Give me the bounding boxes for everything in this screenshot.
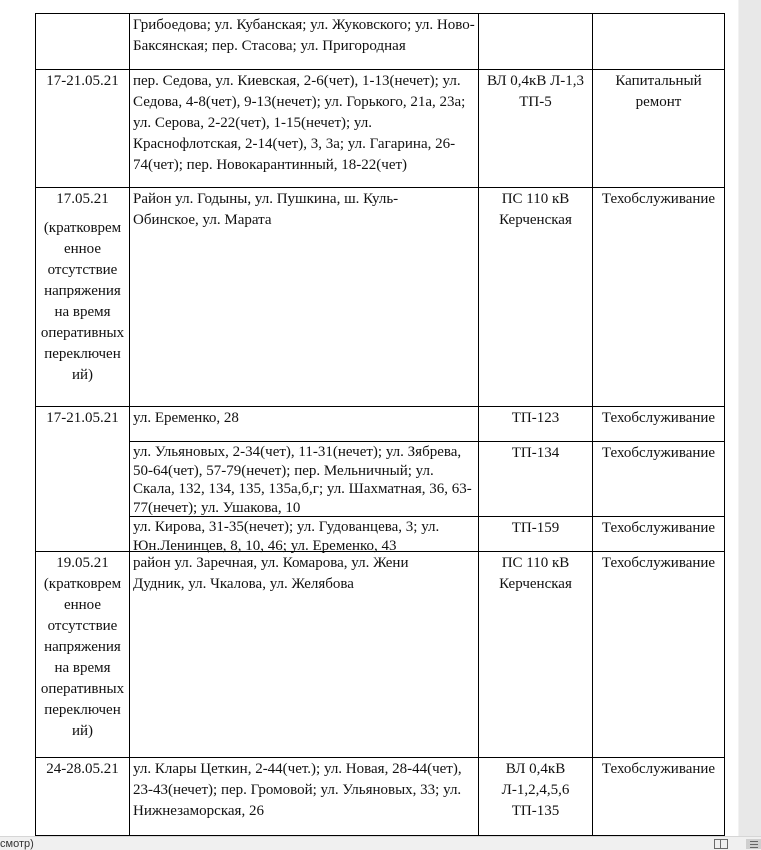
table-row-work: Капитальный ремонт bbox=[615, 73, 702, 110]
read-mode-icon[interactable] bbox=[714, 839, 728, 849]
table-row-date: 17-21.05.21 bbox=[46, 410, 119, 426]
table-row-address: Район ул. Годыны, ул. Пушкина, ш. Куль-Обинское, ул. Марата bbox=[133, 191, 399, 228]
table-row-address: Грибоедова; ул. Кубанская; ул. Жуковского; ул. Ново-Баксянская; пер. Стасова; ул. Пригородная bbox=[133, 17, 475, 54]
table-row-object: ПС 110 кВ Керченская bbox=[499, 191, 572, 228]
table-row-object: ПС 110 кВ Керченская bbox=[499, 555, 572, 592]
table-subrow-address: ул. Еременко, 28 bbox=[133, 410, 239, 426]
table-subrow-work: Техобслуживание bbox=[601, 445, 716, 461]
table-row-date bbox=[36, 188, 129, 386]
status-text: смотр) bbox=[0, 838, 34, 850]
table-row-date: 24-28.05.21 bbox=[46, 761, 119, 777]
table-subrow-address: ул. Кирова, 31-35(нечет); ул. Гудованцева, 3; ул. Юн.Ленинцев, 8, 10, 46; ул. Еременко, 43 bbox=[133, 519, 440, 554]
table-row-date: 17-21.05.21 bbox=[46, 73, 119, 89]
table-row-address: район ул. Заречная, ул. Комарова, ул. Жени Дудник, ул. Чкалова, ул. Желябова bbox=[133, 555, 409, 592]
table-row-object bbox=[479, 14, 592, 15]
table-row-date bbox=[36, 552, 129, 742]
table-row-object: ВЛ 0,4кВ Л-1,2,4,5,6 ТП-135 bbox=[501, 761, 570, 819]
table-subrow-work: Техобслуживание bbox=[601, 410, 716, 426]
status-bar bbox=[0, 836, 761, 850]
date-value: 17.05.21 bbox=[56, 191, 109, 207]
date-note: (кратковрем енное отсутствие напряжения на время оперативных переключен ий) bbox=[40, 220, 125, 383]
table-subrow-object: ТП-159 bbox=[511, 520, 560, 536]
table-subrow-address: ул. Ульяновых, 2-34(чет), 11-31(нечет); ул. Зябрева, 50-64(чет), 57-79(нечет); пер. Мельничный; ул. Скала, 132, 134, 135, 135а,б,г; ул. Шахматная, 36, 63-77(нечет); ул. Ушакова, 10 bbox=[133, 444, 472, 516]
table-border-right bbox=[724, 13, 725, 836]
table-row-work bbox=[593, 14, 724, 15]
table-subrow-object: ТП-134 bbox=[511, 445, 560, 461]
table-row-work: Техобслуживание bbox=[601, 761, 716, 777]
table-subrow-work: Техобслуживание bbox=[601, 520, 716, 536]
table-row-date bbox=[36, 14, 129, 15]
vertical-scrollbar[interactable] bbox=[738, 0, 761, 836]
table-row-address: пер. Седова, ул. Киевская, 2-6(чет), 1-13(нечет); ул. Седова, 4-8(чет), 9-13(нечет); ул. Горького, 21а, 23а; ул. Серова, 2-22(чет), 1-15(нечет); ул. Краснофлотская, 2-14(чет), 3, 3а; ул. Гагарина, 26-74(чет); пер. Новокарантинный, 18-22(чет) bbox=[133, 73, 466, 173]
table-subrow-object: ТП-123 bbox=[511, 410, 560, 426]
date-value: 19.05.21 bbox=[56, 555, 109, 571]
table-row-object: ВЛ 0,4кВ Л-1,3 ТП-5 bbox=[486, 73, 585, 110]
print-layout-icon[interactable] bbox=[746, 839, 761, 849]
table-row-work: Техобслуживание bbox=[601, 191, 716, 207]
table-row-work: Техобслуживание bbox=[601, 555, 716, 571]
table-row-address: ул. Клары Цеткин, 2-44(чет.); ул. Новая, 28-44(чет), 23-43(нечет); пер. Громовой; ул. Ульяновых, 33; ул. Нижнезаморская, 26 bbox=[133, 761, 462, 819]
date-note: (кратковрем енное отсутствие напряжения на время оперативных переключен ий) bbox=[40, 576, 125, 739]
